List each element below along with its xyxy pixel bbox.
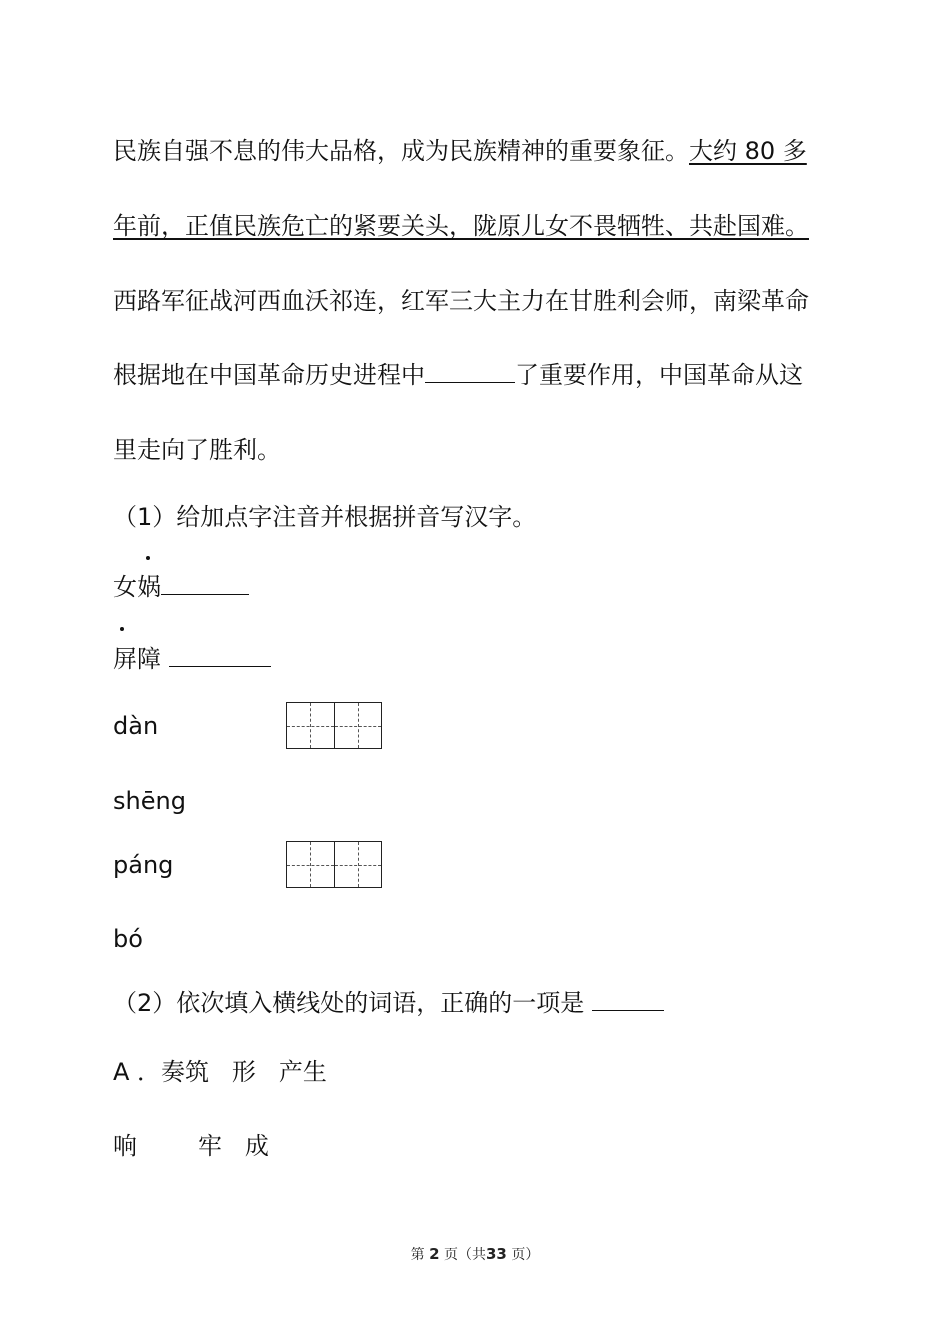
footer-mid: 页（共 xyxy=(444,1247,486,1263)
passage-text: 根据地在中国革命历史进程中 xyxy=(113,361,425,389)
pinyin-2: shēng xyxy=(113,787,186,815)
word-2: 屏障 xyxy=(113,645,161,673)
writing-grid-2[interactable] xyxy=(286,841,382,888)
pinyin-4: bó xyxy=(113,925,143,953)
pinyin-3: páng xyxy=(113,851,174,879)
word-1: 女娲 xyxy=(113,573,161,601)
total-pages: 33 xyxy=(486,1245,507,1263)
emphasis-dot xyxy=(120,627,124,631)
answer-blank-3[interactable] xyxy=(592,988,664,1011)
grid-cell[interactable] xyxy=(334,842,382,887)
passage-line-1 xyxy=(113,136,807,166)
underlined-text: 大约 80 多 xyxy=(689,137,807,165)
footer-prefix: 第 xyxy=(410,1247,425,1263)
fill-blank[interactable] xyxy=(425,360,515,383)
grid-cell[interactable] xyxy=(287,842,334,887)
option-a-line-1: A ．奏筑 形 产生 xyxy=(113,1058,327,1086)
word-2-row xyxy=(113,644,271,674)
emphasis-dot xyxy=(146,556,150,560)
grid-cell[interactable] xyxy=(287,703,334,748)
grid-cell[interactable] xyxy=(334,703,382,748)
passage-line-2: 年前，正值民族危亡的紧要关头，陇原儿女不畏牺牲、共赴国难。 xyxy=(113,212,809,240)
passage-text: 民族自强不息的伟大品格，成为民族精神的重要象征。 xyxy=(113,137,689,165)
passage-line-5: 里走向了胜利。 xyxy=(113,436,281,464)
footer-suffix: 页） xyxy=(511,1247,540,1263)
question-2-text: （2）依次填入横线处的词语，正确的一项是 xyxy=(113,989,585,1017)
word-1-row xyxy=(113,572,249,602)
passage-text: 了重要作用，中国革命从这 xyxy=(515,361,803,389)
passage-line-4 xyxy=(113,360,803,390)
answer-blank-2[interactable] xyxy=(169,644,271,667)
pinyin-1: dàn xyxy=(113,712,159,740)
page-number: 2 xyxy=(429,1245,440,1263)
passage-line-3: 西路军征战河西血沃祁连，红军三大主力在甘胜利会师，南梁革命 xyxy=(113,287,809,315)
question-1-prompt: （1）给加点字注音并根据拼音写汉字。 xyxy=(113,503,537,531)
question-2-prompt xyxy=(113,988,664,1018)
answer-blank-1[interactable] xyxy=(161,572,249,595)
option-a-line-2: 响 牢 成 xyxy=(113,1132,269,1160)
writing-grid-1[interactable] xyxy=(286,702,382,749)
page-footer xyxy=(0,1244,950,1264)
